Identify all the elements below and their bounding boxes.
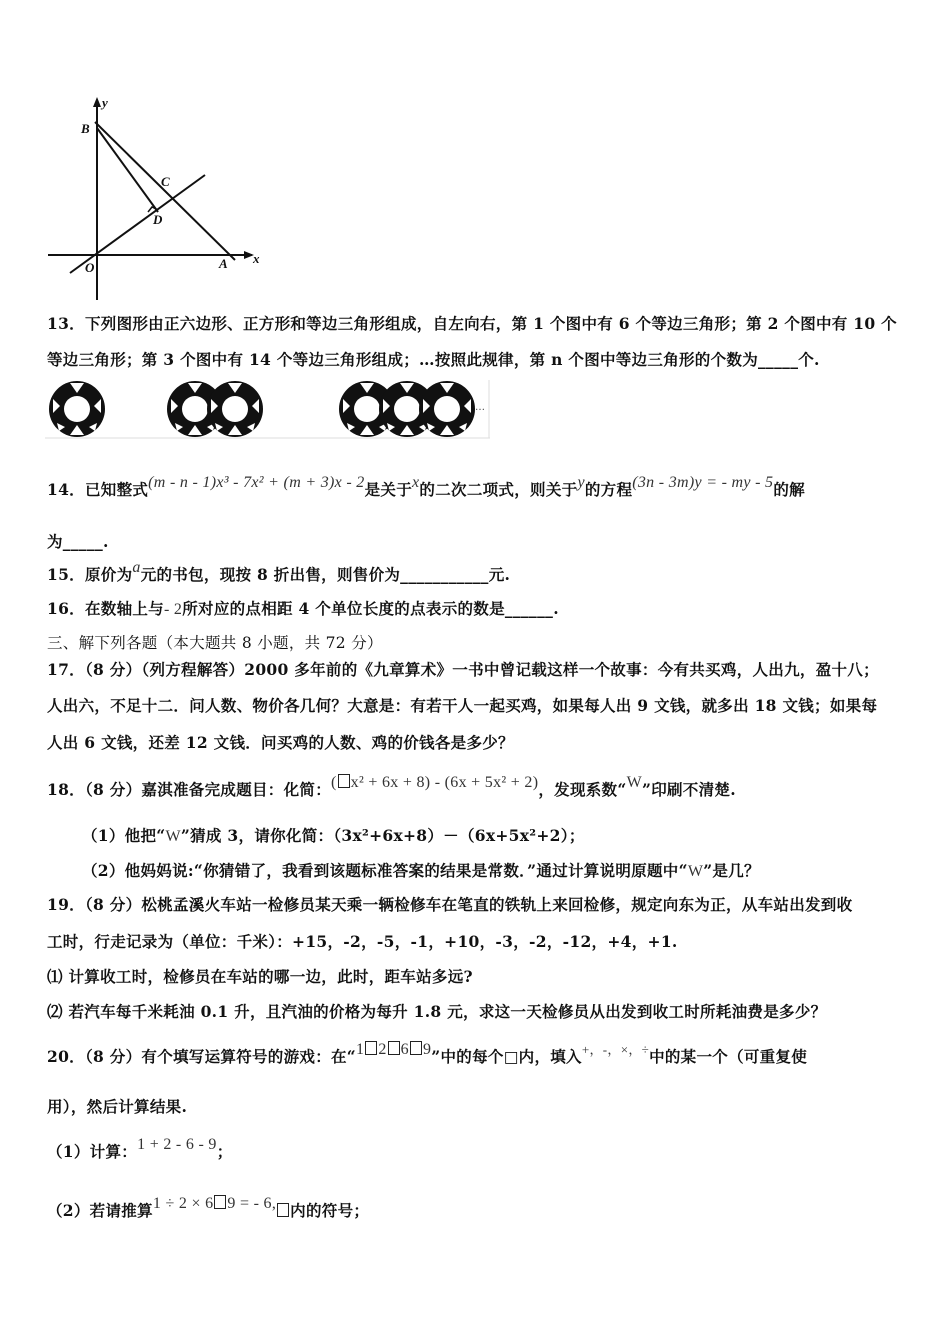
q16-suffix: 所对应的点相距 4 个单位长度的点表示的数是______.	[182, 599, 559, 618]
q18-prefix: 18．（8 分）嘉淇准备完成题目：化简：	[47, 780, 332, 799]
q18-suffix: ”印刷不清楚.	[641, 780, 736, 799]
q14-line2: 为_____.	[47, 532, 109, 551]
q16-num: - 2	[163, 601, 183, 618]
q14-line1	[47, 474, 805, 500]
q20-sub1: （1）计算：1 + 2 - 6 - 9；	[47, 1136, 233, 1161]
q19-line2: 工时，行走记录为（单位：千米）：+15，-2，-5，-1，+10，-3，-2，-12，+4，+1.	[47, 932, 678, 951]
q20-line2: 用），然后计算结果.	[47, 1097, 188, 1116]
label-b: B	[81, 121, 90, 136]
line-od	[70, 175, 205, 273]
q14-mid3: 的方程	[584, 480, 633, 499]
q20-prefix: 20．（8 分）有个填写运算符号的游戏：在“	[47, 1047, 357, 1066]
q18-sub1: （1）他把“W”猜成 3，请你化简：（3x²+6x+8）－（6x+5x²+2）；	[82, 826, 585, 845]
pattern-ellipsis: …	[475, 402, 485, 413]
section-3-heading: 三、解下列各题（本大题共 8 小题，共 72 分）	[47, 634, 383, 652]
q13-line1: 13．下列图形由正六边形、正方形和等边三角形组成，自左向右，第 1 个图中有 6 个等边三角形；第 2 个图中有 10 个	[47, 314, 897, 333]
q14-mid2: 的二次二项式，则关于	[419, 480, 578, 499]
q18-expr: ( x² + 6x + 8) - (6x + 5x² + 2)	[331, 774, 539, 791]
q15-suffix: 元的书包，现按 8 折出售，则售价为___________元.	[140, 565, 511, 584]
coordinate-figure	[40, 95, 270, 305]
q15-line	[47, 559, 511, 585]
label-a: A	[219, 256, 228, 271]
q14-prefix: 14．已知整式	[47, 480, 149, 499]
label-c: C	[161, 174, 170, 189]
blank-box	[338, 774, 350, 788]
q19-line1: 19．（8 分）松桃孟溪火车站一检修员某天乘一辆检修车在笔直的铁轨上来回检修，规定向东为正，从车站出发到收	[47, 895, 853, 914]
q16-prefix: 16．在数轴上与	[47, 599, 164, 618]
q20-suffix: 中的某一个（可重复使	[649, 1047, 808, 1066]
label-o: O	[85, 260, 95, 275]
q15-var: a	[132, 559, 141, 576]
y-arrow	[93, 97, 101, 107]
q17-line1: 17．（8 分）（列方程解答）2000 多年前的《九章算术》一书中曾记载这样一个故事：今有共买鸡，人出九，盈十八；	[47, 660, 879, 679]
q13-line2: 等边三角形；第 3 个图中有 14 个等边三角形组成；…按照此规律，第 n 个图中等边三角形的个数为_____个.	[47, 350, 820, 369]
q17-line2: 人出六，不足十二．问人数、物价各几何？大意是：有若干人一起买鸡，如果每人出 9 文钱，就多出 18 文钱；如果每	[47, 696, 878, 715]
q18-sub2: （2）他妈妈说:“你猜错了，我看到该题标准答案的结果是常数．”通过计算说明原题中“W”是几？	[82, 861, 760, 880]
q14-var-x: x	[412, 474, 420, 491]
q14-suffix: 的解	[773, 480, 805, 499]
q14-var-y: y	[577, 474, 585, 491]
hexagon-pattern-figure	[45, 378, 495, 440]
q19-sub2: ⑵ 若汽车每千米耗油 0.1 升，且汽油的价格为每升 1.8 元，求这一天检修员从出发到收工时所耗油费是多少？	[47, 1002, 827, 1021]
pattern-2b	[207, 381, 263, 437]
blank-box	[277, 1203, 289, 1217]
q14-expr: (m - n - 1)x³ - 7x² + (m + 3)x - 2	[148, 474, 365, 491]
q20-line1	[47, 1041, 808, 1067]
label-x: x	[253, 251, 260, 266]
q18-w: W	[626, 774, 642, 791]
q20-sub2-expr: 1 ÷ 2 × 6 9 = - 6,	[152, 1195, 277, 1212]
pattern-1	[49, 381, 105, 437]
q20-boxes: 1 2 6 9	[356, 1041, 432, 1058]
line-bd	[97, 128, 158, 212]
q20-sub2: （2）若请推算1 ÷ 2 × 6 9 = - 6, 内的符号；	[47, 1195, 370, 1220]
q20-mid: ”中的每个□内，填入	[431, 1047, 582, 1066]
q18-mid: ，发现系数“	[538, 780, 627, 799]
label-d: D	[153, 212, 163, 227]
q14-mid1: 是关于	[364, 480, 413, 499]
q20-ops: +，-，×，÷	[581, 1042, 650, 1057]
pattern-3c	[419, 381, 475, 437]
q17-line3: 人出 6 文钱，还差 12 文钱．问买鸡的人数、鸡的价钱各是多少？	[47, 733, 514, 752]
q18-line1	[47, 774, 736, 800]
label-y: y	[102, 95, 108, 110]
q19-sub1: ⑴ 计算收工时，检修员在车站的哪一边，此时，距车站多远?	[47, 967, 473, 986]
q16-line	[47, 597, 559, 619]
q14-equation: (3n - 3m)y = - my - 5	[632, 474, 774, 491]
q15-prefix: 15．原价为	[47, 565, 133, 584]
